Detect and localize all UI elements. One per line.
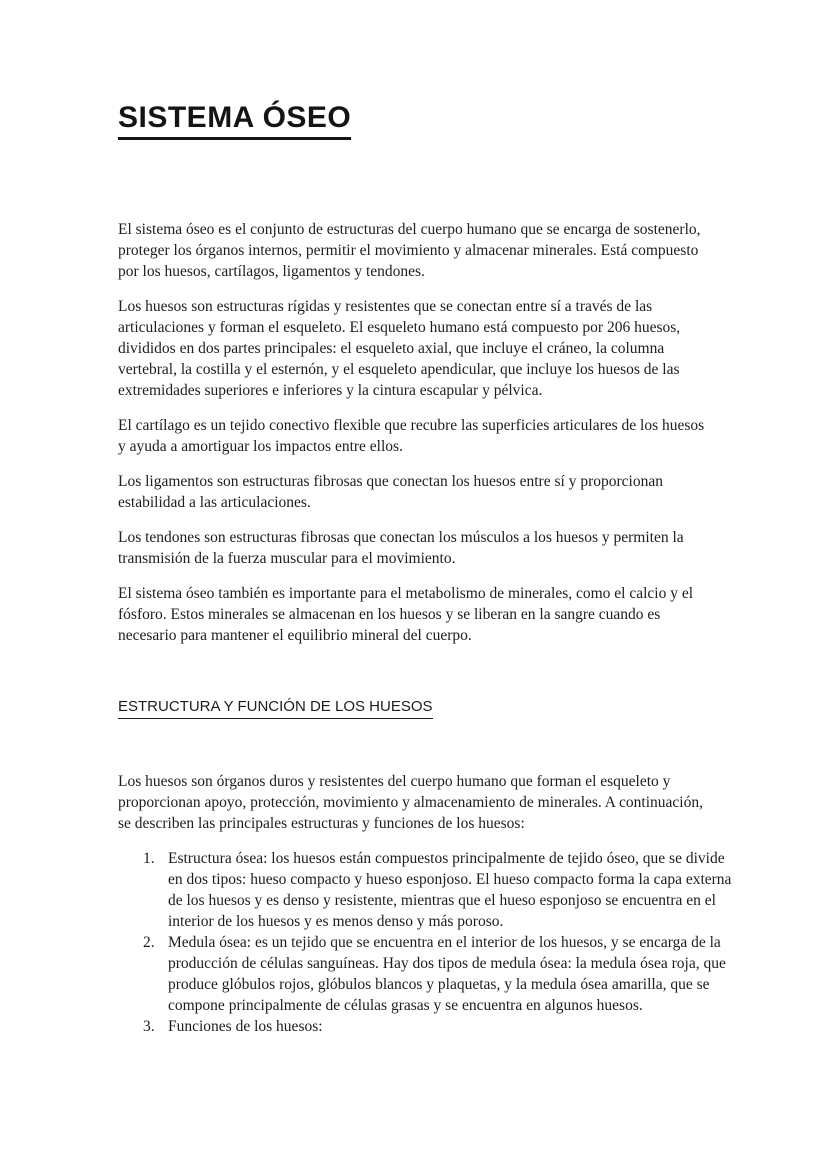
list-item-text: Medula ósea: es un tejido que se encuentra en el interior de los huesos, y se encarga de la producción de células sanguíneas. Hay dos tipos de medula ósea: la medula ósea roja, que produce glóbulos rojos, glóbulos blancos y plaquetas, y la medula ósea amarilla, que se compone principalmente de células grasas y se encuentra en algunos huesos. [168,934,726,1014]
paragraph-cartilage: El cartílago es un tejido conectivo flexible que recubre las superficies articulares de los huesos y ayuda a amortiguar los impactos entre ellos. [118,417,705,455]
list-item-number: 2. [143,934,155,951]
list-item-text: Funciones de los huesos: [168,1018,323,1035]
list-item-funciones [118,1016,738,1037]
page-title [118,100,714,140]
list-item-number: 1. [143,850,155,867]
paragraph-bones: Los huesos son estructuras rígidas y resistentes que se conectan entre sí a través de las articulaciones y forman el esqueleto. El esqueleto humano está compuesto por 206 huesos, divididos en dos partes principales: el esqueleto axial, que incluye el cráneo, la columna vertebral, la costilla y el esternón, y el esqueleto apendicular, que incluye los huesos de las extremidades superiores e inferiores y la cintura escapular y pélvica. [118,298,681,399]
paragraph-bone-structure-lead: Los huesos son órganos duros y resistentes del cuerpo humano que forman el esqueleto y proporcionan apoyo, protección, movimiento y almacenamiento de minerales. A continuación, se describen las principales estructuras y funciones de los huesos: [118,773,703,832]
list-item-number: 3. [143,1018,155,1035]
section-heading [118,696,714,719]
list-item-estructura-osea [118,848,738,932]
paragraph-skeletal-overview: El sistema óseo es el conjunto de estructuras del cuerpo humano que se encarga de sostenerlo, proteger los órganos internos, permitir el movimiento y almacenar minerales. Está compuesto por los huesos, cartílagos, ligamentos y tendones. [118,221,701,280]
section-body [118,771,732,1037]
paragraph-mineral-metabolism: El sistema óseo también es importante para el metabolismo de minerales, como el calcio y el fósforo. Estos minerales se almacenan en los huesos y se liberan en la sangre cuando es necesario para mantener el equilibrio mineral del cuerpo. [118,585,694,644]
section-heading-text: ESTRUCTURA Y FUNCIÓN DE LOS HUESOS [118,696,433,719]
list-item-medula-osea [118,932,738,1016]
paragraph-tendons: Los tendones son estructuras fibrosas que conectan los músculos a los huesos y permiten la transmisión de la fuerza muscular para el movimiento. [118,529,684,567]
page-title-text: SISTEMA ÓSEO [118,100,351,140]
bone-structure-numbered-list [118,848,738,1037]
intro-section [118,219,714,646]
list-item-text: Estructura ósea: los huesos están compuestos principalmente de tejido óseo, que se divide en dos tipos: hueso compacto y hueso esponjoso. El hueso compacto forma la capa externa de los huesos y es denso y resistente, mientras que el hueso esponjoso se encuentra en el interior de los huesos y es menos denso y más poroso. [168,850,732,930]
paragraph-ligaments: Los ligamentos son estructuras fibrosas que conectan los huesos entre sí y proporcionan estabilidad a las articulaciones. [118,473,663,511]
